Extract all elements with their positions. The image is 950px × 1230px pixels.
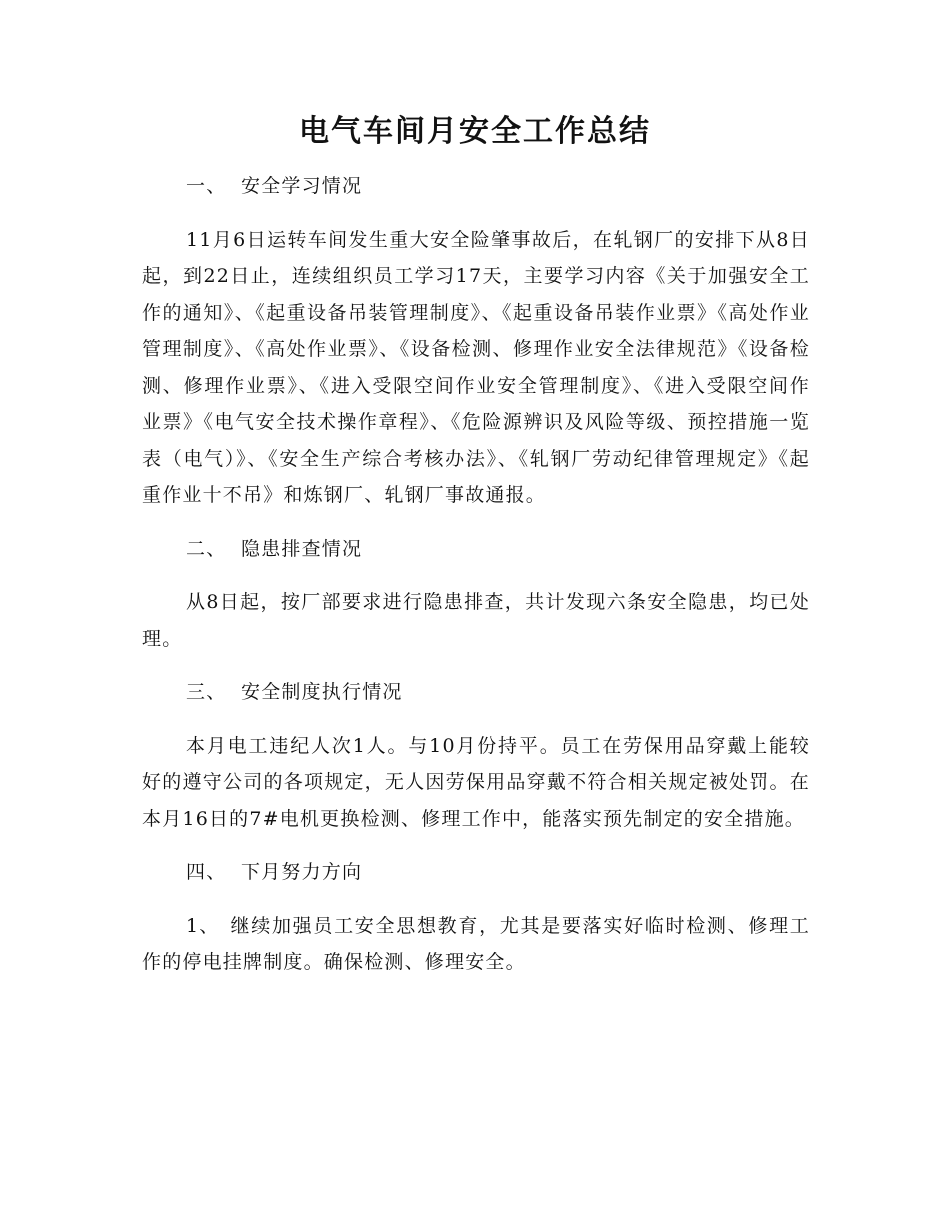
section-title: 下月努力方向 — [241, 861, 363, 883]
section-title: 安全制度执行情况 — [241, 681, 403, 703]
list-item-text: 继续加强员工安全思想教育，尤其是要落实好临时检测、修理工作的停电挂牌制度。确保检测、修理安全。 — [142, 914, 810, 973]
section-number: 一、 — [186, 175, 227, 197]
document-title: 电气车间月安全工作总结 — [299, 114, 651, 149]
section-title: 隐患排查情况 — [241, 537, 363, 560]
document-body — [142, 168, 810, 998]
list-item-number: 1、 — [186, 914, 220, 937]
section-heading-1 — [142, 168, 810, 205]
section-paragraph-1: 11月6日运转车间发生重大安全险肇事故后，在轧钢厂的安排下从8日起，到22日止，连续组织员工学习17天，主要学习内容《关于加强安全工作的通知》、《起重设备吊装管理制度》、《起重设备吊装作业票》《高处作业管理制度》、《高处作业票》、《设备检测、修理作业安全法律规范》《设备检测、修理作业票》、《进入受限空间作业安全管理制度》、《进入受限空间作业票》《电气安全技术操作章程》、《危险源辨识及风险等级、预控措施一览表（电气）》、《安全生产综合考核办法》、《轧钢厂劳动纪律管理规定》《起重作业十不吊》和炼钢厂、轧钢厂事故通报。 — [142, 228, 810, 506]
section-paragraph-3: 本月电工违纪人次1人。与10月份持平。员工在劳保用品穿戴上能较好的遵守公司的各项规定，无人因劳保用品穿戴不符合相关规定被处罚。在本月16日的7#电机更换检测、修理工作中，能落实预先制定的安全措施。 — [142, 734, 810, 830]
section-title: 安全学习情况 — [241, 175, 363, 197]
section-number: 四、 — [186, 861, 227, 883]
list-item-1 — [142, 908, 810, 981]
section-paragraph-2: 从8日起，按厂部要求进行隐患排查，共计发现六条安全隐患，均已处理。 — [142, 591, 810, 650]
section-heading-2 — [142, 531, 810, 568]
section-heading-3 — [142, 674, 810, 711]
section-heading-4 — [142, 854, 810, 891]
section-number: 二、 — [186, 537, 227, 560]
section-number: 三、 — [186, 681, 227, 703]
